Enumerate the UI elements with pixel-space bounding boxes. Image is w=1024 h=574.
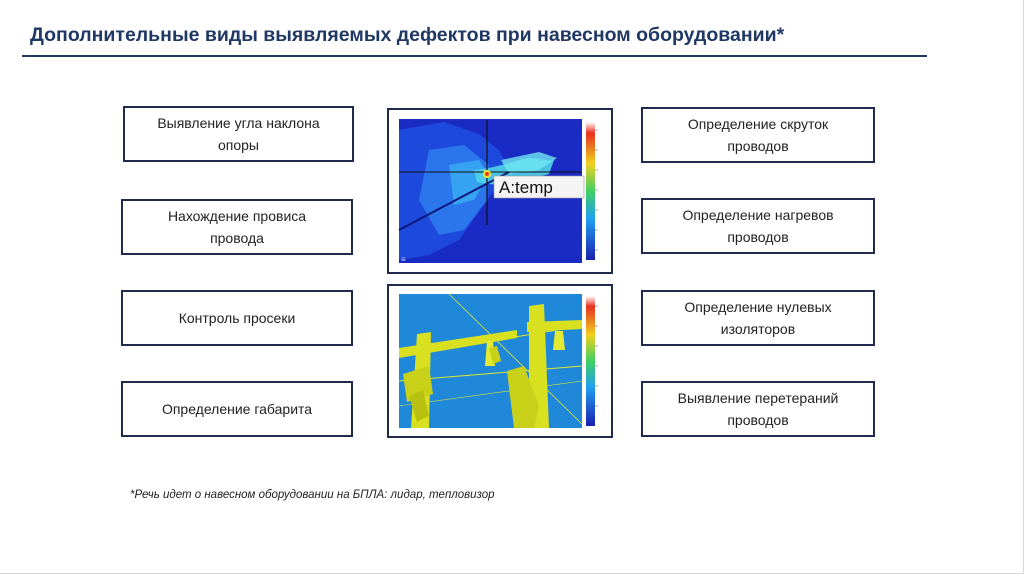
box-wire-heating-label: Определение нагревов проводов <box>682 207 834 245</box>
box-clearance <box>121 381 353 437</box>
slide-title: Дополнительные виды выявляемых дефектов при навесном оборудовании* <box>30 24 785 46</box>
box-clearing-control-label: Контроль просеки <box>178 310 296 326</box>
box-clearing-control <box>121 290 353 346</box>
box-wire-sag-label: Нахождение провиса провода <box>167 208 307 246</box>
box-zero-insulators-label: Определение нулевых изоляторов <box>684 299 832 337</box>
box-wire-twists <box>641 107 875 163</box>
thermal-marker-label: A:temp <box>499 178 553 197</box>
svg-text:≡: ≡ <box>401 255 406 264</box>
box-wire-twists-label: Определение скруток проводов <box>687 116 829 154</box>
footnote: *Речь идет о навесном оборудовании на БПЛА: лидар, тепловизор <box>130 489 495 501</box>
box-wire-sag <box>121 199 353 255</box>
thermal-image-wire <box>387 108 613 274</box>
thermal-image-poles <box>387 284 613 438</box>
box-wire-chafing-label: Выявление перетераний проводов <box>677 390 839 428</box>
box-tilt-angle <box>123 106 354 162</box>
box-zero-insulators <box>641 290 875 346</box>
title-divider <box>22 55 927 57</box>
thermal-image-wire-graphic <box>389 110 611 272</box>
box-tilt-angle-label: Выявление угла наклона опоры <box>157 115 320 153</box>
box-clearance-label: Определение габарита <box>161 401 313 417</box>
box-wire-heating <box>641 198 875 254</box>
thermal-image-poles-graphic <box>389 286 611 436</box>
box-wire-chafing <box>641 381 875 437</box>
